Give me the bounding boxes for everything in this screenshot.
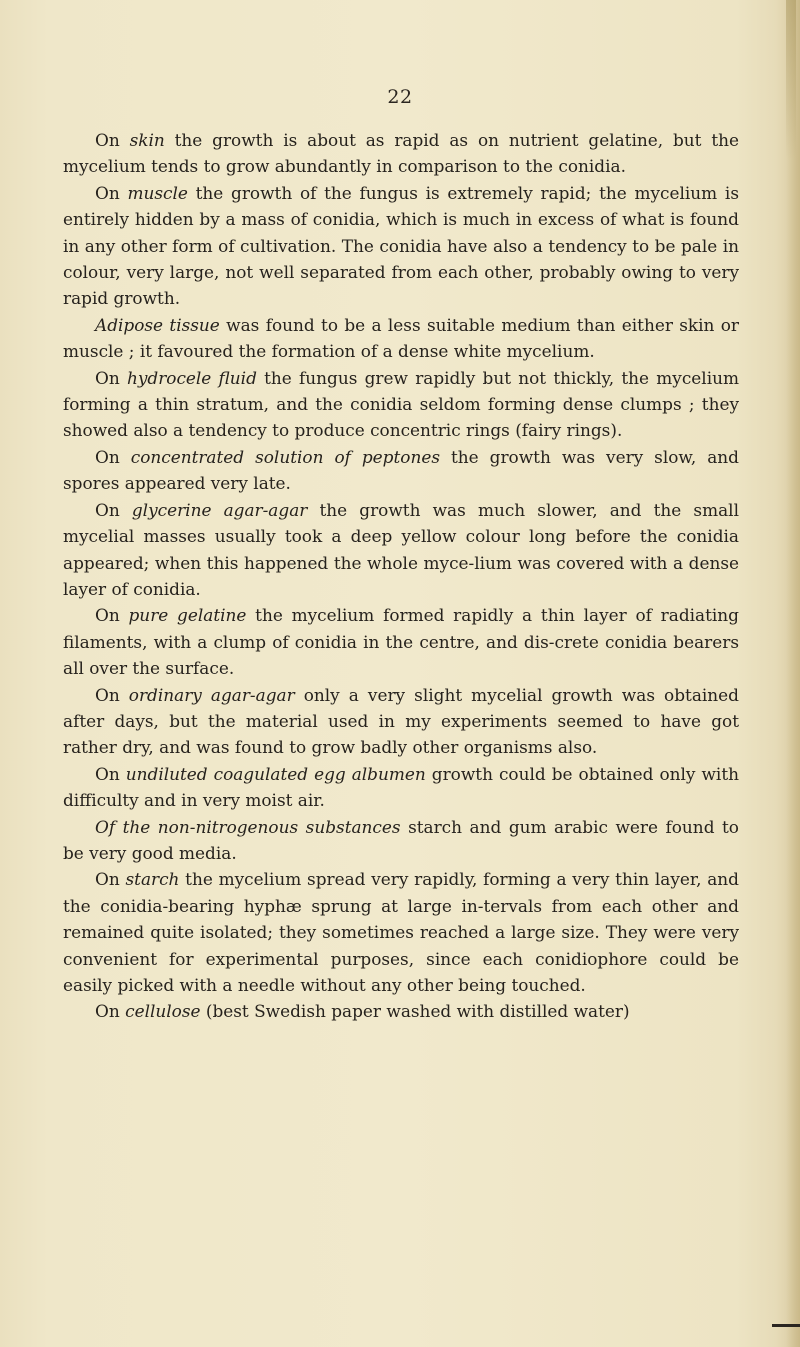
paragraph-lead: On (95, 869, 126, 890)
body-text (63, 127, 739, 1025)
medium-term: starch (125, 869, 180, 890)
paragraph-lead: On (95, 1001, 126, 1022)
medium-term: pure gelatine (128, 605, 247, 626)
medium-term: ordinary agar-agar (128, 684, 295, 705)
paragraph-lead: On (95, 763, 126, 784)
paragraph-lead: On (95, 605, 129, 626)
paragraph-body: only a very slight mycelial growth was obtained after days, but the material used in my experiments seemed to have got rather dry, and was found to grow badly other organisms also. (63, 684, 739, 758)
paragraph-non-nitrogenous (63, 814, 739, 867)
medium-term: skin (129, 130, 165, 150)
paragraph-body: the growth is about as rapid as on nutrient gelatine, but the mycelium tends to grow abundantly in comparison to the conidia. (63, 130, 739, 177)
page-edge-shadow (786, 0, 800, 1347)
paragraph-lead: On (95, 182, 128, 203)
medium-term: cellulose (125, 1001, 201, 1022)
paragraph-egg-albumen (63, 761, 739, 814)
paragraph-pure-gelatine (63, 602, 739, 681)
paragraph-body: (best Swedish paper washed with distilled water) (200, 1001, 630, 1022)
paragraph-body: the growth was much slower, and the small mycelial masses usually took a deep yellow colour long before the conidia appeared; when this happened the whole myce-lium was covered with a dense layer of conidia. (63, 499, 739, 599)
paragraph-lead: On (95, 367, 127, 388)
medium-term: undiluted coagulated egg albumen (125, 763, 426, 784)
paragraph-body: was found to be a less suitable medium than either skin or muscle ; it favoured the formation of a dense white mycelium. (63, 314, 740, 362)
paragraph-lead: On (95, 130, 130, 150)
medium-term: Of the non-nitrogenous substances (95, 816, 401, 837)
paragraph-body: growth could be obtained only with difficulty and in very moist air. (63, 763, 739, 811)
page-edge-mark (772, 1324, 800, 1327)
paragraph-cellulose (63, 998, 739, 1024)
paragraph-lead: On (95, 684, 129, 705)
paragraph-body: the growth of the fungus is extremely rapid; the mycelium is entirely hidden by a mass of conidia, which is much in excess of what is found in any other form of cultivation. The conidia have also a tendency to be pale in colour, very large, not well separated from each other, probably owing to very rapid growth. (63, 182, 739, 309)
paragraph-muscle (63, 180, 739, 312)
paragraph-hydrocele-fluid (63, 365, 739, 444)
medium-term: muscle (127, 182, 188, 203)
page-number: 22 (387, 86, 413, 108)
page-edge-stain (786, 0, 796, 160)
paragraph-peptones (63, 444, 739, 497)
paragraph-body: the fungus grew rapidly but not thickly, the mycelium forming a thin stratum, and the conidia seldom forming dense clumps ; they showed also a tendency to produce concentric rings (fairy rings). (63, 367, 739, 441)
paragraph-body: the mycelium formed rapidly a thin layer of radiating filaments, with a clump of conidia in the centre, and dis-crete conidia bearers all over the surface. (63, 605, 739, 679)
medium-term: concentrated solution of peptones (130, 446, 440, 467)
medium-term: Adipose tissue (95, 314, 220, 335)
paragraph-lead: On (95, 446, 131, 467)
paragraph-glycerine-agar (63, 497, 739, 603)
paragraph-ordinary-agar (63, 682, 739, 761)
paragraph-adipose-tissue (63, 312, 739, 365)
paragraph-body: starch and gum arabic were found to be very good media. (63, 816, 739, 863)
paragraph-starch (63, 866, 739, 998)
paragraph-lead: On (95, 499, 132, 520)
medium-term: hydrocele fluid (126, 367, 257, 388)
paragraph-body: the mycelium spread very rapidly, forming a very thin layer, and the conidia-bearing hyphæ sprung at large in-tervals from each other and remained quite isolated; they sometimes reached a large size. They were very convenient for experimental purposes, since each conidiophore could be easily picked with a needle without any other being touched. (63, 869, 739, 995)
paragraph-skin (63, 127, 739, 180)
medium-term: glycerine agar-agar (131, 499, 308, 520)
paragraph-body: the growth was very slow, and spores appeared very late. (63, 446, 739, 494)
